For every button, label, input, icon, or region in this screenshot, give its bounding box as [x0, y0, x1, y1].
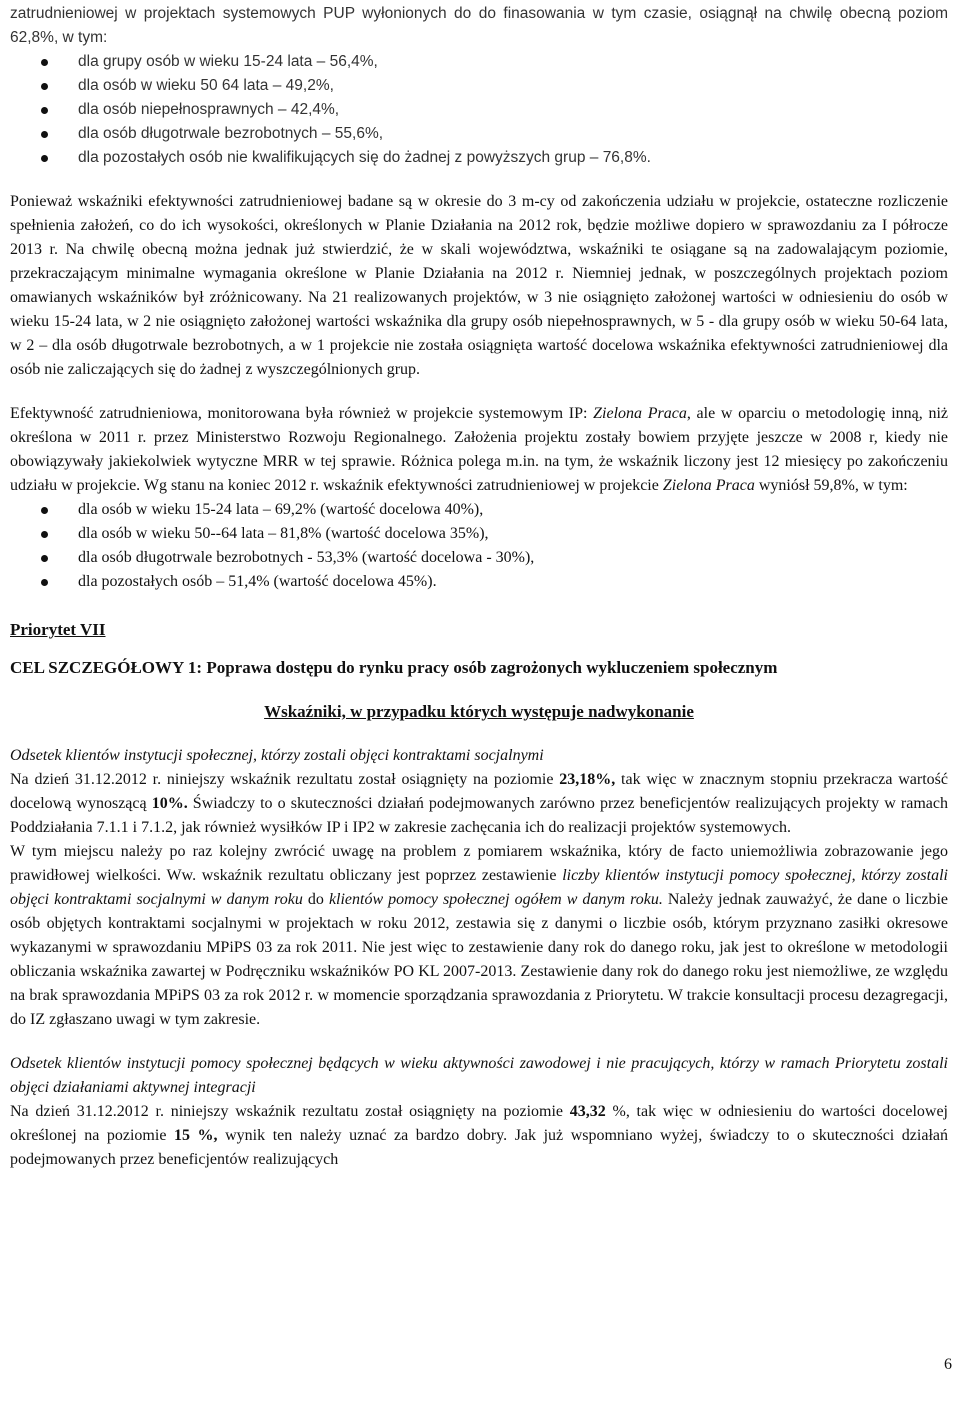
page-number: 6 — [944, 1356, 952, 1373]
paragraph-efficiency: Ponieważ wskaźniki efektywności zatrudnieniowej badane są w okresie do 3 m-cy od zakończenia udziału w projekcie, ostateczne rozliczenie spełnienia założeń, co do ich wysokości, określonych w Planie Działania na 2012 rok, będzie możliwe dopiero w sprawozdaniu za I półrocze 2013 r. Na chwilę obecną można jednak już stwierdzić, że w skali województwa, wskaźniki te osiągane są na zadowalającym poziomie, przekraczającym minimalne wymagania określone w Planie Działania na 2012 r. Niemniej jednak, w poszczególnych projektach poziom omawianych wskaźników był zróżnicowany. Na 21 realizowanych projektów, w 3 nie osiągnięto założonej wartości w odniesieniu do osób w wieku 15-24 lata, w 2 nie osiągnięto założonej wartości wskaźnika dla grupy osób niepełnosprawnych, w 5 - dla grupy osób w wieku 50-64 lata, w 2 – dla osób długotrwale bezrobotnych, a w 1 projekcie nie została osiągnięta wartość docelowa wskaźnika efektywności zatrudnieniowej dla osób nie zaliczających się do żadnej z wyszczególnionych grup. — [10, 193, 948, 378]
indicator-2-paragraph: Na dzień 31.12.2012 r. niniejszy wskaźnik rezultatu został osiągnięty na poziomie 43,32 %, tak więc w odniesieniu do wartości docelowej określonej na poziomie 15 %, wynik ten należy uznać za bardzo dobry. Jak już wspomniano wyżej, świadczy to o skuteczności działań podejmowanych przez beneficjentów realizujących — [10, 1103, 948, 1168]
section-subheading: Wskaźniki, w przypadku których występuje nadwykonanie — [264, 702, 694, 721]
indicator-1-method-paragraph: W tym miejscu należy po raz kolejny zwrócić uwagę na problem z pomiarem wskaźnika, który de facto uniemożliwia zobrazowanie jego prawidłowej wielkości. Ww. wskaźnik rezultatu obliczany jest poprzez zestawienie liczby klientów instytucji pomocy społecznej, którzy zostali objęci kontraktami socjalnymi w danym roku do klientów pomocy społecznej ogółem w danym roku. Należy jednak zauważyć, że dane o liczbie osób objętych kontraktami socjalnymi w projektach w roku 2012, zestawia się z danymi o liczbie osób, którym przyznano zasiłki okresowe wykazanymi w sprawozdaniu MPiPS 03 za rok 2011. Nie jest więc to zestawienie dany rok do danego roku, jak jest to określone w metodologii obliczania wskaźnika zawartej w Podręczniku wskaźników PO KL 2007-2013. Zestawienie dany rok do danego roku jest niemożliwe, ze względu na brak sprawozdania MPiPS 03 za rok 2012 r. w momencie sporządzania sprawozdania z Priorytetu. W trakcie konsultacji procesu dezagregacji, do IZ zgłaszano uwagi w tym zakresie. — [10, 843, 949, 1028]
intro-bullet-list — [10, 50, 948, 170]
list-item: dla osób niepełnosprawnych – 42,4%, — [10, 98, 948, 122]
objective-heading: CEL SZCZEGÓŁOWY 1: Poprawa dostępu do rynku pracy osób zagrożonych wykluczeniem społecznym — [10, 658, 778, 677]
zielona-praca-bullet-list — [10, 498, 948, 594]
list-item: dla osób w wieku 50--64 lata – 81,8% (wartość docelowa 35%), — [10, 522, 948, 546]
list-item: dla osób długotrwale bezrobotnych – 55,6%, — [10, 122, 948, 146]
list-item: dla osób w wieku 15-24 lata – 69,2% (wartość docelowa 40%), — [10, 498, 948, 522]
list-item: dla pozostałych osób nie kwalifikujących się do żadnej z powyższych grup – 76,8%. — [10, 146, 948, 170]
list-item: dla osób długotrwale bezrobotnych - 53,3% (wartość docelowa - 30%), — [10, 546, 948, 570]
indicator-2-title: Odsetek klientów instytucji pomocy społecznej będących w wieku aktywności zawodowej i nie pracujących, którzy w ramach Priorytetu zostali objęci działaniami aktywnej integracji — [10, 1055, 948, 1096]
priority-heading: Priorytet VII — [10, 620, 106, 639]
indicator-1-title: Odsetek klientów instytucji społecznej, którzy zostali objęci kontraktami socjalnymi — [10, 747, 544, 764]
list-item: dla osób w wieku 50 64 lata – 49,2%, — [10, 74, 948, 98]
indicator-1-paragraph: Na dzień 31.12.2012 r. niniejszy wskaźnik rezultatu został osiągnięty na poziomie 23,18%, tak więc w znacznym stopniu przekracza wartość docelową wynoszącą 10%. Świadczy to o skuteczności działań podejmowanych zarówno przez beneficjentów realizujących projekty w ramach Poddziałania 7.1.1 i 7.1.2, jak również wysiłków IP i IP2 w zakresie zachęcania ich do realizacji projektów systemowych. — [10, 771, 948, 836]
list-item: dla pozostałych osób – 51,4% (wartość docelowa 45%). — [10, 570, 948, 594]
list-item: dla grupy osób w wieku 15-24 lata – 56,4%, — [10, 50, 948, 74]
intro-text: zatrudnieniowej w projektach systemowych PUP wyłonionych do do finasowania w tym czasie, osiągnął na chwilę obecną poziom 62,8%, w tym: — [10, 5, 948, 46]
document-page — [10, 2, 948, 1172]
paragraph-zielona-praca: Efektywność zatrudnieniowa, monitorowana była również w projekcie systemowym IP: Zielona Praca, ale w oparciu o metodologię inną, niż określona w 2011 r. przez Ministerstwo Rozwoju Regionalnego. Założenia projektu zostały bowiem przyjęte jeszcze w 2008 r, kiedy nie obowiązywały jakiekolwiek wytyczne MRR w tej sprawie. Różnica polega m.in. na tym, że wskaźnik liczony jest 12 miesięcy po zakończeniu udziału w projekcie. Wg stanu na koniec 2012 r. wskaźnik efektywności zatrudnieniowej w projekcie Zielona Praca wyniósł 59,8%, w tym: — [10, 405, 948, 494]
